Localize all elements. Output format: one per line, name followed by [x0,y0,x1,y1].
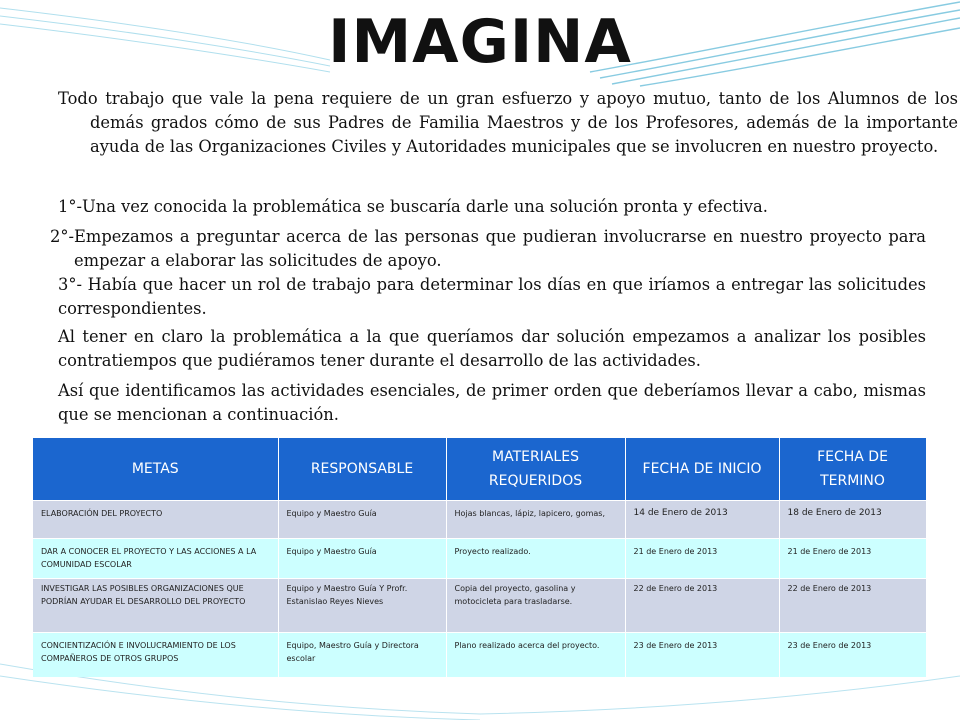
table-row [33,579,926,633]
page-title: IMAGINA [328,7,632,77]
activities-paragraph: Así que identificamos las actividades esenciales, de primer orden que deberíamos llevar a cabo, mismas que se mencionan a continuación. [58,381,926,424]
cell-meta: DAR A CONOCER EL PROYECTO Y LAS ACCIONES A LA COMUNIDAD ESCOLAR [33,539,278,579]
cell-responsable: Equipo, Maestro Guía y Directora escolar [278,633,446,677]
step-number: 1°- [58,197,83,216]
cell-materiales: Plano realizado acerca del proyecto. [446,633,625,677]
step-text: Una vez conocida la problemática se buscaría darle una solución pronta y efectiva. [82,197,768,216]
cell-fecha-termino: 21 de Enero de 2013 [779,539,926,579]
step-text: Había que hacer un rol de trabajo para determinar los días en que iríamos a entregar las solicitudes correspondientes. [58,275,926,318]
cell-fecha-inicio: 23 de Enero de 2013 [625,633,779,677]
step-3 [58,273,926,321]
cell-fecha-termino: 18 de Enero de 2013 [779,501,926,539]
cell-fecha-inicio: 21 de Enero de 2013 [625,539,779,579]
step-text: Empezamos a preguntar acerca de las personas que pudieran involucrarse en nuestro proyecto para empezar a elaborar las solicitudes de apoyo. [74,227,926,270]
table-header-row [33,438,926,501]
step-number: 3°- [58,275,88,294]
header-materiales: MATERIALES REQUERIDOS [446,438,625,501]
header-fecha-inicio: FECHA DE INICIO [625,438,779,501]
intro-paragraph: Todo trabajo que vale la pena requiere de un gran esfuerzo y apoyo mutuo, tanto de los Alumnos de los demás grados cómo de sus Padres de Familia Maestros y de los Profesores, además de la importante ayuda de las Organizaciones Civiles y Autoridades municipales que se involucren en nuestro proyecto. [58,89,958,156]
analysis-paragraph: Al tener en claro la problemática a la que queríamos dar solución empezamos a analizar los posibles contratiempos que pudiéramos tener durante el desarrollo de las actividades. [58,327,926,370]
step-number: 2°- [50,227,75,246]
cell-materiales: Hojas blancas, lápiz, lapicero, gomas, [446,501,625,539]
cell-materiales: Proyecto realizado. [446,539,625,579]
cell-fecha-inicio: 22 de Enero de 2013 [625,579,779,633]
cell-meta: CONCIENTIZACIÓN E INVOLUCRAMIENTO DE LOS COMPAÑEROS DE OTROS GRUPOS [33,633,278,677]
cell-meta: ELABORACIÓN DEL PROYECTO [33,501,278,539]
table-row [33,539,926,579]
cell-fecha-termino: 23 de Enero de 2013 [779,633,926,677]
cell-fecha-inicio: 14 de Enero de 2013 [625,501,779,539]
cell-fecha-termino: 22 de Enero de 2013 [779,579,926,633]
goals-table [33,438,927,677]
header-fecha-termino: FECHA DE TERMINO [779,438,926,501]
cell-responsable: Equipo y Maestro Guía Y Profr. Estanislao Reyes Nieves [278,579,446,633]
header-metas: METAS [33,438,278,501]
header-responsable: RESPONSABLE [278,438,446,501]
step-1 [58,195,926,219]
cell-materiales: Copia del proyecto, gasolina y motocicleta para trasladarse. [446,579,625,633]
cell-responsable: Equipo y Maestro Guía [278,539,446,579]
cell-meta: INVESTIGAR LAS POSIBLES ORGANIZACIONES QUE PODRÍAN AYUDAR EL DESARROLLO DEL PROYECTO [33,579,278,633]
cell-responsable: Equipo y Maestro Guía [278,501,446,539]
step-2 [50,225,926,273]
table-row [33,633,926,677]
table-row [33,501,926,539]
